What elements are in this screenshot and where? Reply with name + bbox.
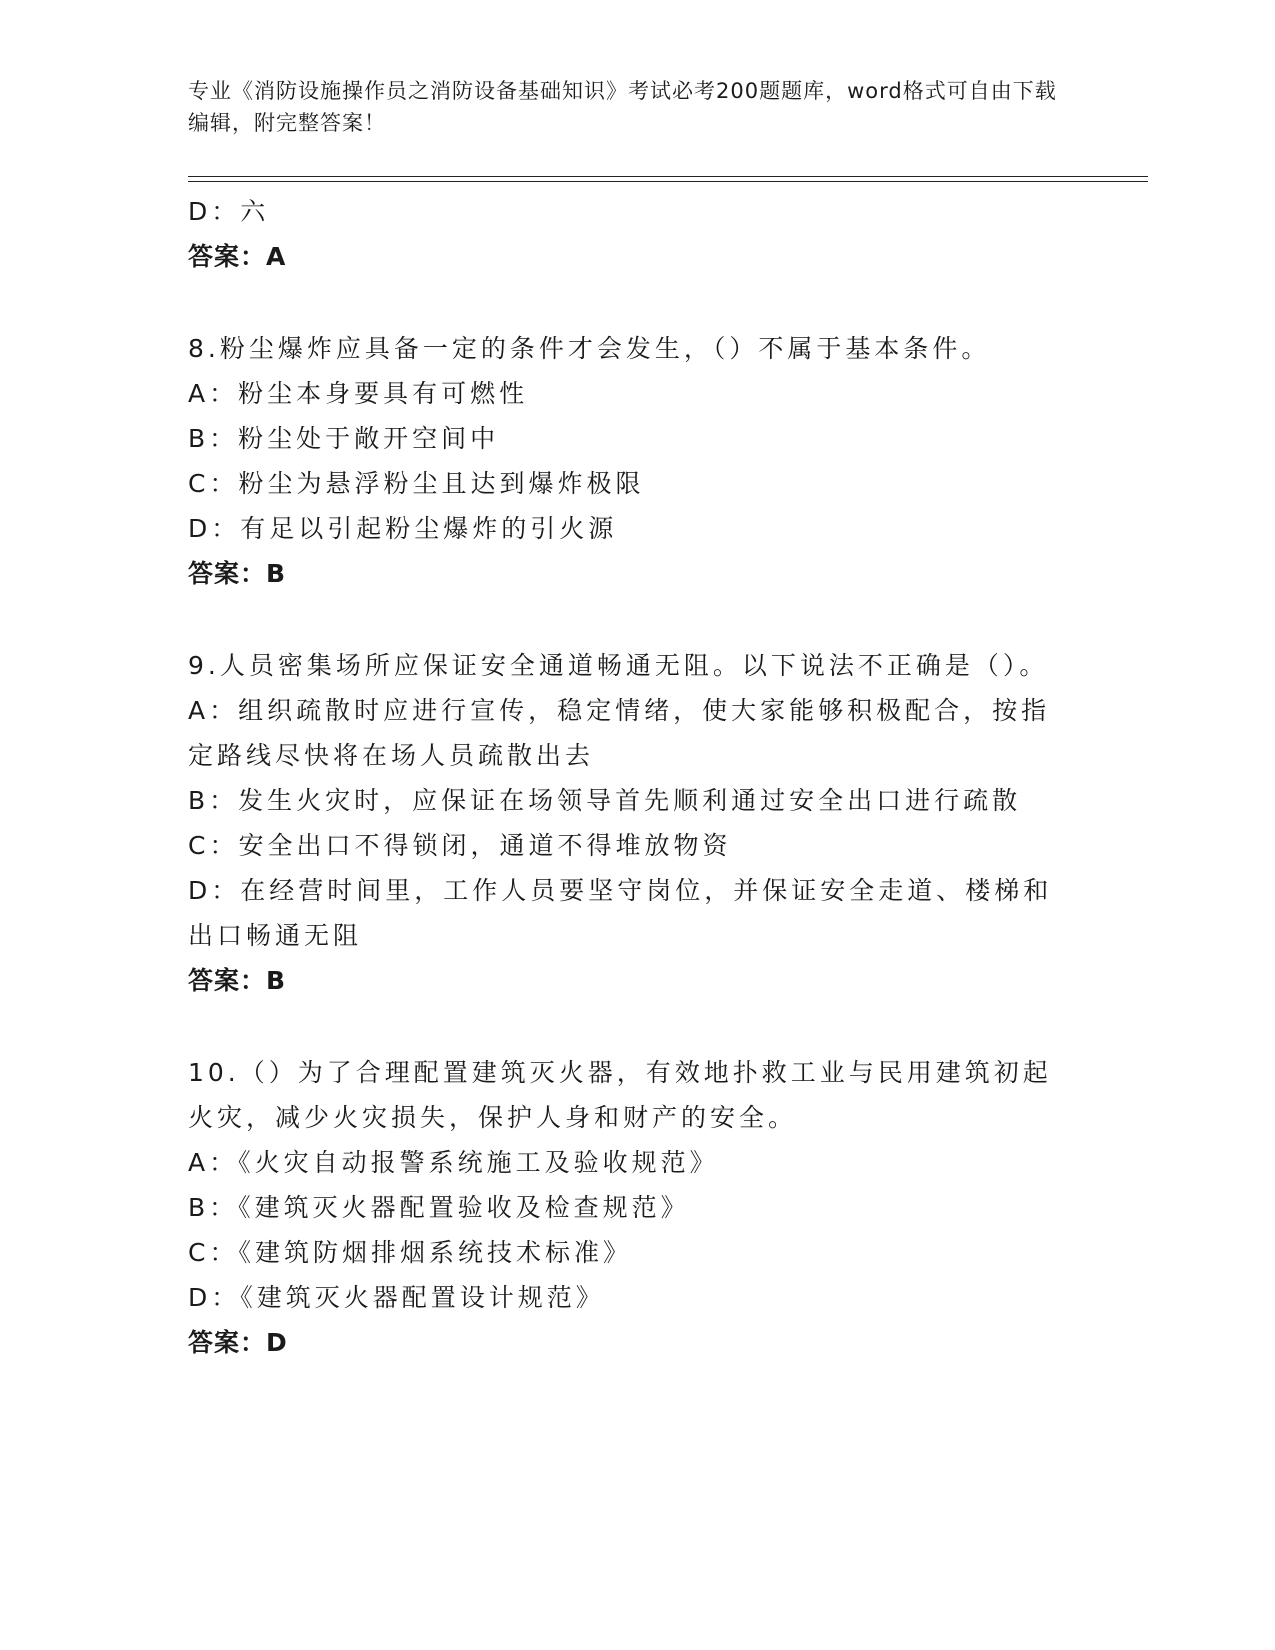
option-a: A：《火灾自动报警系统施工及验收规范》 — [188, 1148, 719, 1177]
spacer — [188, 279, 1088, 326]
spacer — [188, 1003, 1088, 1050]
header-text: 专业《消防设施操作员之消防设备基础知识》考试必考200题题库，word格式可自由下载编辑，附完整答案！ — [188, 79, 1057, 135]
spacer — [188, 596, 1088, 643]
document-header — [188, 75, 1068, 139]
answer: 答案：B — [188, 559, 287, 588]
option-d: D：有足以引起粉尘爆炸的引火源 — [188, 514, 618, 543]
answer: 答案：B — [188, 966, 287, 995]
prev-option-d: D：六 — [188, 197, 270, 226]
option-a: A：粉尘本身要具有可燃性 — [188, 379, 529, 408]
prev-answer: 答案：A — [188, 242, 287, 271]
option-b: B：《建筑灭火器配置验收及检查规范》 — [188, 1193, 690, 1222]
question-stem: 10.（）为了合理配置建筑灭火器，有效地扑救工业与民用建筑初起火灾，减少火灾损失，保护人身和财产的安全。 — [188, 1058, 1052, 1132]
question-stem: 9.人员密集场所应保证安全通道畅通无阻。以下说法不正确是（）。 — [188, 651, 1049, 680]
option-b: B：发生火灾时，应保证在场领导首先顺利通过安全出口进行疏散 — [188, 786, 1022, 815]
option-c: C：安全出口不得锁闭，通道不得堆放物资 — [188, 831, 732, 860]
question-8 — [188, 326, 1088, 596]
header-divider-bottom — [188, 181, 1148, 182]
option-b: B：粉尘处于敞开空间中 — [188, 424, 500, 453]
option-a: A：组织疏散时应进行宣传，稳定情绪，使大家能够积极配合，按指定路线尽快将在场人员疏散出去 — [188, 696, 1051, 770]
question-list — [188, 189, 1088, 1365]
option-c: C：《建筑防烟排烟系统技术标准》 — [188, 1238, 632, 1267]
question-10 — [188, 1050, 1088, 1365]
option-d: D：在经营时间里，工作人员要坚守岗位，并保证安全走道、楼梯和出口畅通无阻 — [188, 876, 1053, 950]
answer: 答案：D — [188, 1328, 288, 1357]
question-9 — [188, 643, 1088, 1003]
question-stem: 8.粉尘爆炸应具备一定的条件才会发生，（）不属于基本条件。 — [188, 334, 991, 363]
option-d: D：《建筑灭火器配置设计规范》 — [188, 1283, 605, 1312]
option-c: C：粉尘为悬浮粉尘且达到爆炸极限 — [188, 469, 645, 498]
header-divider-top — [188, 176, 1148, 177]
